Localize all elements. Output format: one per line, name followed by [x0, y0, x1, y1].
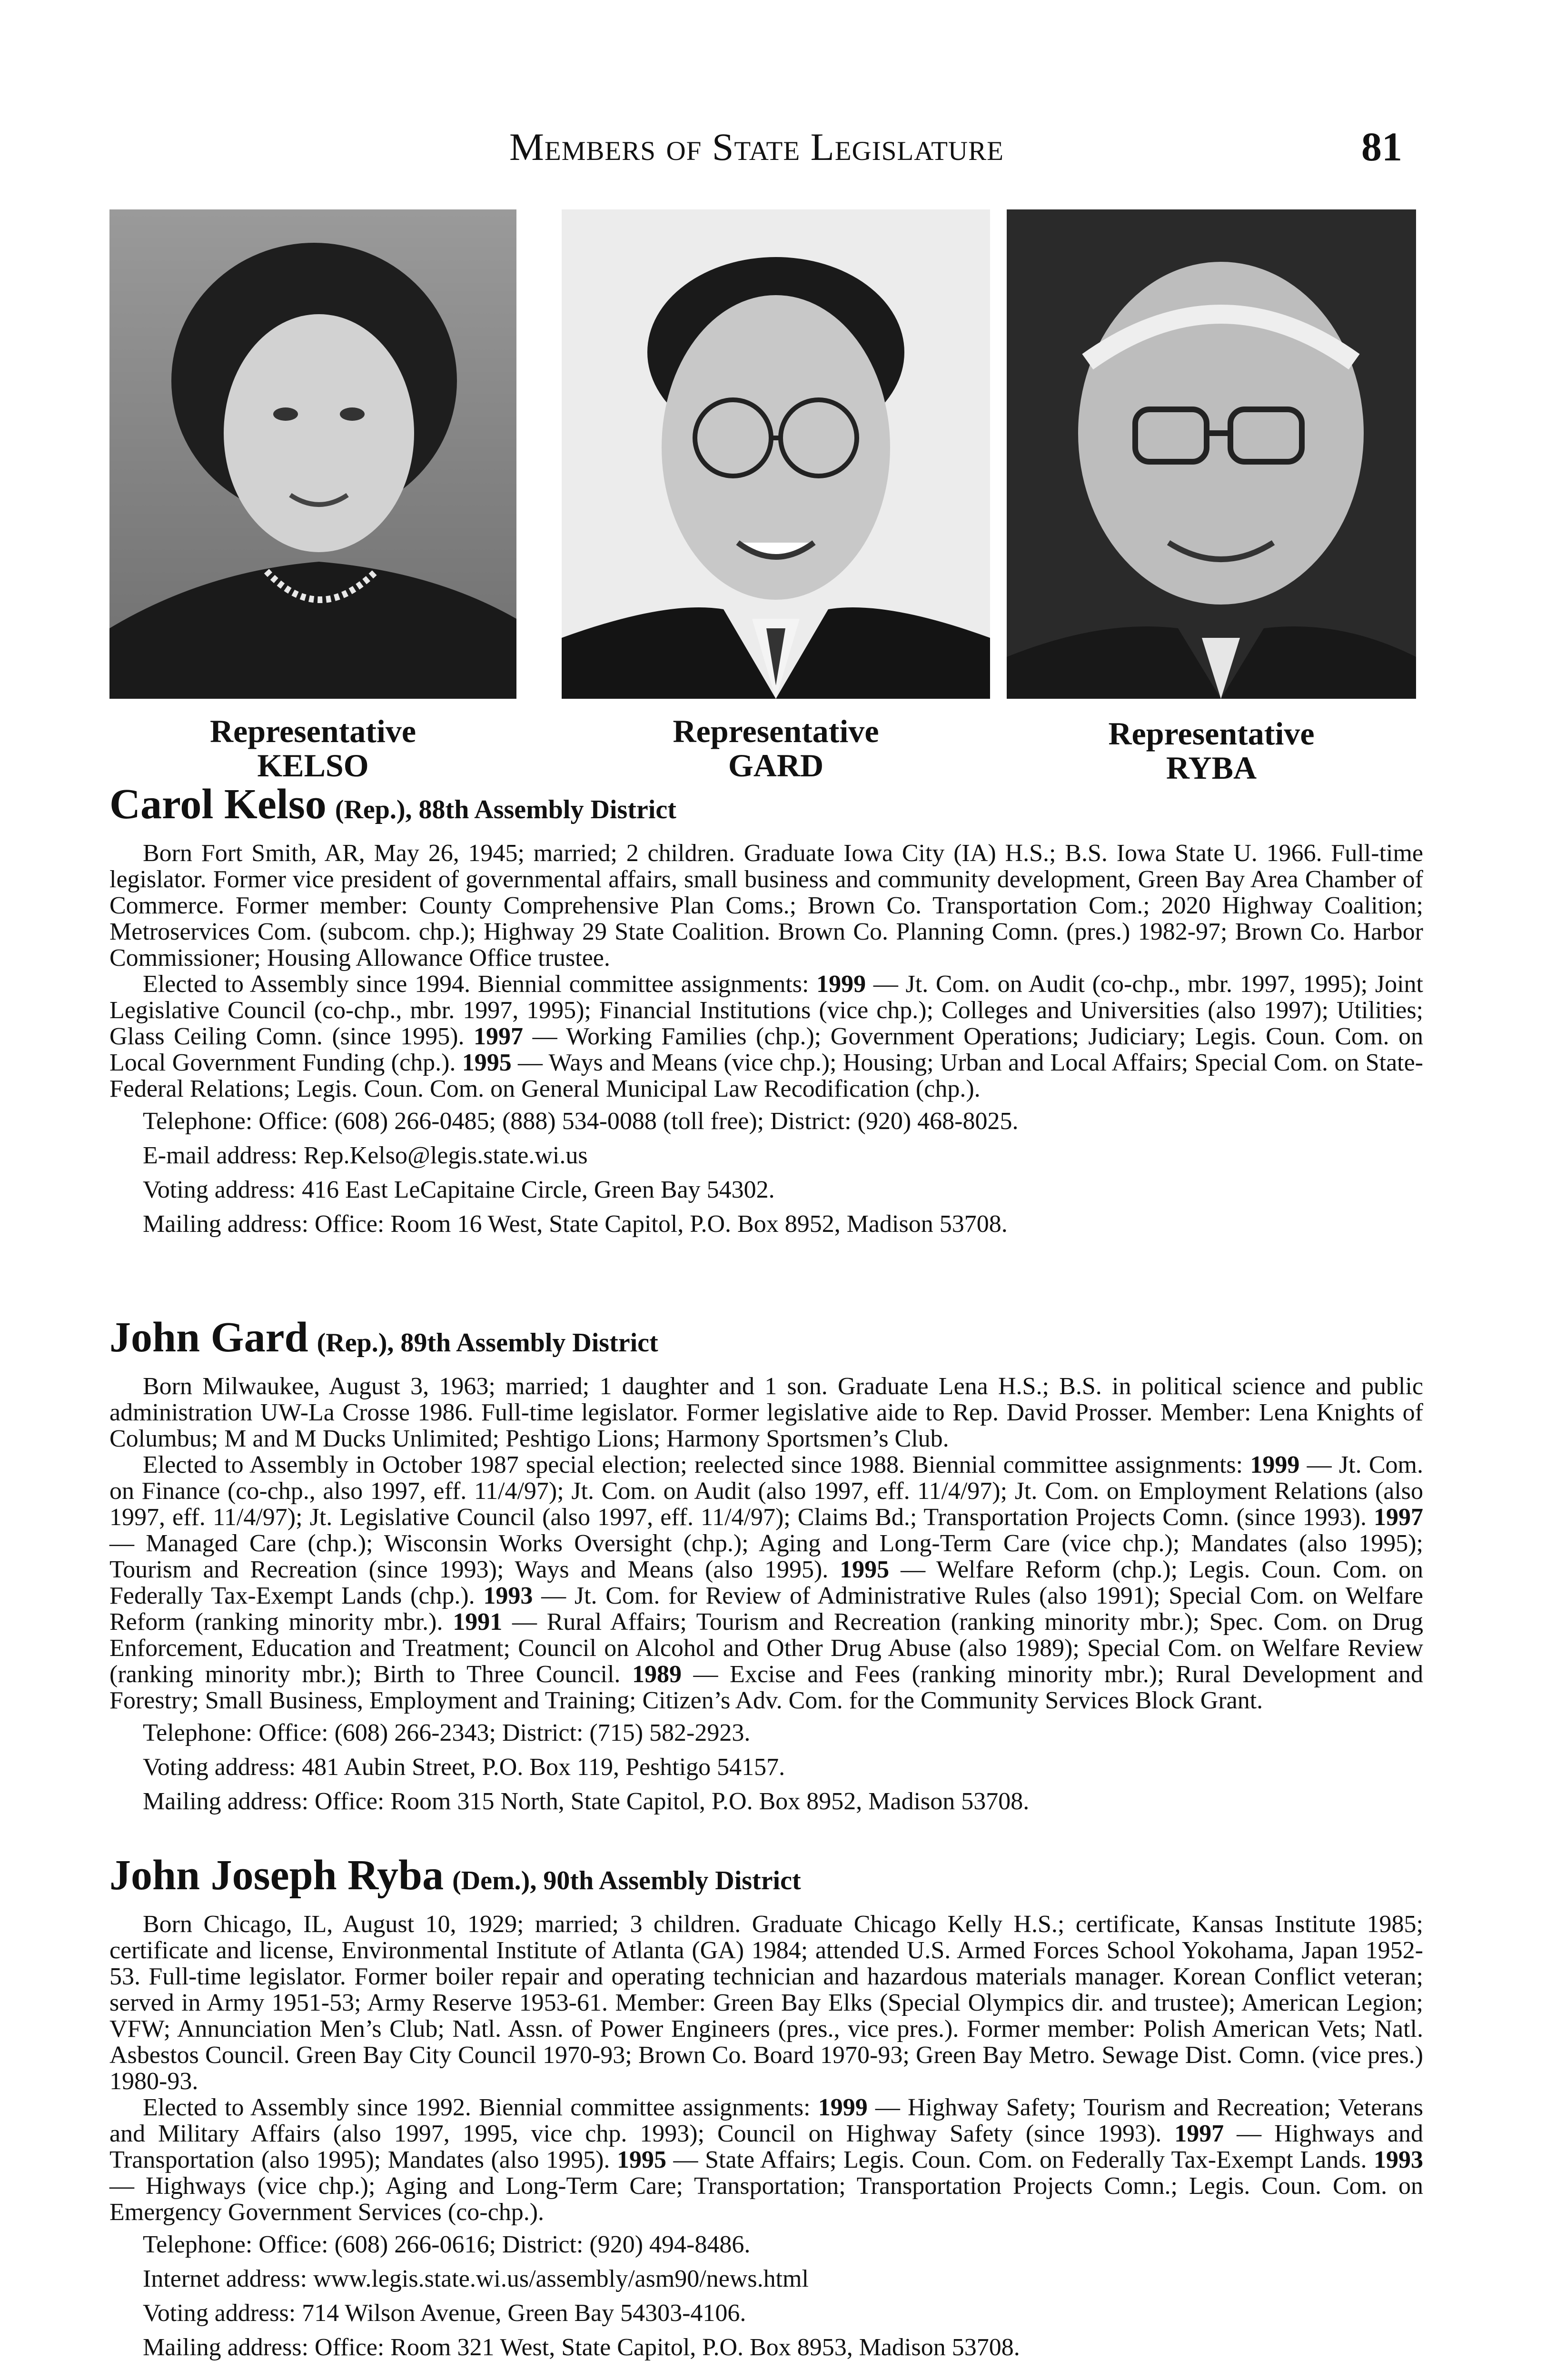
- mailing-address: Mailing address: Office: Room 321 West, State Capitol, P.O. Box 8953, Madison 53708.: [143, 2334, 1020, 2361]
- biography: Born Fort Smith, AR, May 26, 1945; married; 2 children. Graduate Iowa City (IA) H.S.; B.S. Iowa State U. 1966. Full-time legislator. Former vice president of governmental affairs, small business and community development, Green Bay Area Chamber of Commerce. Former member: County Comprehensive Plan Coms.; Brown Co. Transportation Com.; 2020 Highway Coalition; Metroservices Com. (subcom. chp.); Highway 29 State Coalition. Brown Co. Planning Comn. (pres.) 1982-97; Brown Co. Harbor Commissioner; Housing Allowance Office trustee.: [109, 840, 1423, 972]
- party-district: (Rep.), 89th Assembly District: [317, 1328, 658, 1358]
- member-heading: [109, 781, 1423, 833]
- voting-address: Voting address: 481 Aubin Street, P.O. Box 119, Peshtigo 54157.: [143, 1754, 785, 1781]
- caption-title: Representative: [1108, 715, 1315, 752]
- member-heading: [109, 1314, 1423, 1367]
- page-header: [0, 0, 1546, 190]
- caption-ryba: [1007, 716, 1416, 785]
- caption-kelso: [109, 714, 516, 783]
- party-district: (Rep.), 88th Assembly District: [335, 795, 676, 824]
- voting-address: Voting address: 416 East LeCapitaine Circle, Green Bay 54302.: [143, 1176, 775, 1203]
- caption-title: Representative: [673, 713, 879, 749]
- page-number: 81: [1361, 124, 1402, 169]
- member-entry-ryba: [109, 1852, 1423, 2362]
- member-name: John Gard: [109, 1314, 308, 1361]
- biography: Born Chicago, IL, August 10, 1929; married; 3 children. Graduate Chicago Kelly H.S.; certificate, Kansas Institute 1985; certificate and license, Environmental Institute of Atlanta (GA) 1984; attended U.S. Armed Forces School Yokohama, Japan 1952-53. Full-time legislator. Former boiler repair and operating technician and hazardous materials manager. Korean Conflict veteran; served in Army 1951-53; Army Reserve 1953-61. Member: Green Bay Elks (Special Olympics dir. and trustee); American Legion; VFW; Annunciation Men’s Club; Natl. Assn. of Power Engineers (pres., vice pres.). Former member: Polish American Vets; Natl. Asbestos Council. Green Bay City Council 1970-93; Brown Co. Board 1970-93; Green Bay Metro. Sewage Dist. Comn. (vice pres.) 1980-93.: [109, 1911, 1423, 2095]
- mailing-address: Mailing address: Office: Room 315 North, State Capitol, P.O. Box 8952, Madison 53708.: [143, 1788, 1030, 1815]
- telephone: Telephone: Office: (608) 266-2343; District: (715) 582-2923.: [143, 1719, 751, 1746]
- caption-gard: [562, 714, 990, 783]
- portrait-kelso: [109, 209, 516, 699]
- committee-assignments: Elected to Assembly since 1992. Biennial committee assignments: 1999 — Highway Safety; Tourism and Recreation; Veterans and Military Affairs (also 1997, 1995, vice chp. 1993); Council on Highway Safety (since 1993). 1997 — Highways and Transportation (also 1995); Mandates (also 1995). 1995 — State Affairs; Legis. Coun. Com. on Federally Tax-Exempt Lands. 1993 — Highways (vice chp.); Aging and Long-Term Care; Transportation; Transportation Projects Comn.; Legis. Coun. Com. on Emergency Government Services (co-chp.).: [109, 2094, 1423, 2226]
- portrait-gard: [562, 209, 990, 699]
- caption-title: Representative: [209, 713, 416, 749]
- member-entry-gard: [109, 1314, 1423, 1816]
- committee-assignments: Elected to Assembly since 1994. Biennial committee assignments: 1999 — Jt. Com. on Audit (co-chp., mbr. 1997, 1995); Joint Legislative Council (co-chp., mbr. 1997, 1995); Financial Institutions (vice chp.); Colleges and Universities (also 1997); Utilities; Glass Ceiling Comn. (since 1995). 1997 — Working Families (chp.); Government Operations; Judiciary; Legis. Coun. Com. on Local Government Funding (chp.). 1995 — Ways and Means (vice chp.); Housing; Urban and Local Affairs; Special Com. on State-Federal Relations; Legis. Coun. Com. on General Municipal Law Recodification (chp.).: [109, 971, 1423, 1102]
- party-district: (Dem.), 90th Assembly District: [452, 1866, 801, 1895]
- member-entry-kelso: [109, 781, 1423, 1239]
- biography: Born Milwaukee, August 3, 1963; married; 1 daughter and 1 son. Graduate Lena H.S.; B.S. in political science and public administration UW-La Crosse 1986. Full-time legislator. Former legislative aide to Rep. David Prosser. Member: Lena Knights of Columbus; M and M Ducks Unlimited; Peshtigo Lions; Harmony Sportsmen’s Club.: [109, 1373, 1423, 1452]
- email-address: E-mail address: Rep.Kelso@legis.state.wi.us: [143, 1142, 588, 1169]
- mailing-address: Mailing address: Office: Room 16 West, State Capitol, P.O. Box 8952, Madison 53708.: [143, 1210, 1008, 1238]
- telephone: Telephone: Office: (608) 266-0485; (888) 534-0088 (toll free); District: (920) 468-8025.: [143, 1108, 1019, 1135]
- portrait-ryba: [1007, 209, 1416, 699]
- caption-name: GARD: [728, 747, 824, 783]
- member-name: Carol Kelso: [109, 781, 327, 828]
- telephone: Telephone: Office: (608) 266-0616; District: (920) 494-8486.: [143, 2231, 751, 2258]
- member-name: John Joseph Ryba: [109, 1852, 444, 1899]
- committee-assignments: Elected to Assembly in October 1987 special election; reelected since 1988. Biennial committee assignments: 1999 — Jt. Com. on Finance (co-chp., also 1997, eff. 11/4/97); Jt. Com. on Audit (also 1997, eff. 11/4/97); Jt. Com. on Employment Relations (also 1997, eff. 11/4/97); Jt. Legislative Council (also 1997, eff. 11/4/97); Claims Bd.; Transportation Projects Comn. (since 1993). 1997 — Managed Care (chp.); Wisconsin Works Oversight (chp.); Aging and Long-Term Care (vice chp.); Mandates (also 1995); Tourism and Recreation (since 1993); Ways and Means (also 1995). 1995 — Welfare Reform (chp.); Legis. Coun. Com. on Federally Tax-Exempt Lands (chp.). 1993 — Jt. Com. for Review of Administrative Rules (also 1991); Special Com. on Welfare Reform (ranking minority mbr.). 1991 — Rural Affairs; Tourism and Recreation (ranking minority mbr.); Spec. Com. on Drug Enforcement, Education and Treatment; Council on Alcohol and Other Drug Abuse (also 1989); Special Com. on Welfare Review (ranking minority mbr.); Birth to Three Council. 1989 — Excise and Fees (ranking minority mbr.); Rural Development and Forestry; Small Business, Employment and Training; Citizen’s Adv. Com. for the Community Services Block Grant.: [109, 1451, 1424, 1714]
- caption-name: KELSO: [257, 747, 369, 783]
- running-title: Members of State Legislature: [509, 125, 1004, 169]
- voting-address: Voting address: 714 Wilson Avenue, Green Bay 54303-4106.: [143, 2300, 746, 2327]
- caption-name: RYBA: [1166, 750, 1257, 786]
- internet-address: Internet address: www.legis.state.wi.us/assembly/asm90/news.html: [143, 2265, 809, 2292]
- member-heading: [109, 1852, 1423, 1904]
